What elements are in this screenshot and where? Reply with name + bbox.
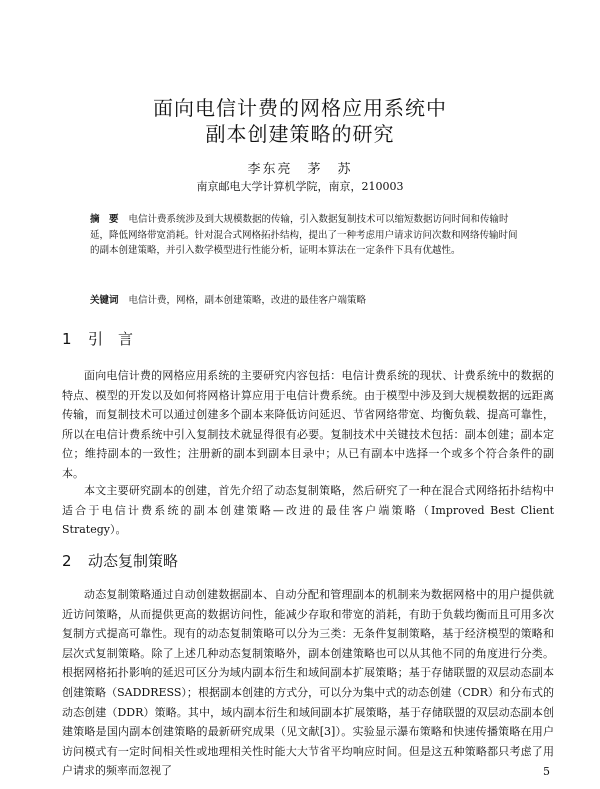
section-heading-1	[62, 328, 133, 349]
affiliation: 南京邮电大学计算机学院，南京，210003	[196, 180, 404, 193]
page-number: 5	[543, 765, 550, 778]
section-number: 2	[62, 552, 72, 570]
section-heading-2	[62, 550, 178, 571]
keywords	[90, 294, 520, 308]
abstract-label: 摘 要	[90, 214, 119, 225]
section-number: 1	[62, 330, 72, 348]
paragraph: 本文主要研究副本的创建，首先介绍了动态复制策略，然后研究了一种在混合式网络拓扑结构中适合于电信计费系统的副本创建策略—改进的最佳客户端策略（Improved Best Client Strategy）。	[62, 484, 554, 537]
authors: 李东亮 茅 苏	[247, 162, 353, 177]
keywords-label: 关键词	[90, 295, 119, 306]
paper-title-line-2: 副本创建策略的研究	[205, 122, 395, 146]
section-title: 引 言	[88, 330, 134, 348]
abstract	[90, 212, 520, 259]
paragraph: 面向电信计费的网格应用系统的主要研究内容包括：电信计费系统的现状、计费系统中的数据的特点、模型的开发以及如何将网格计算应用于电信计费系统。由于模型中涉及到大规模数据的远距离传输，而复制技术可以通过创建多个副本来降低访问延迟、节省网络带宽、均衡负载、提高可靠性，所以在电信计费系统中引入复制技术就显得很有必要。复制技术中关键技术包括：副本创建；副本定位；维持副本的一致性；注册新的副本到副本目录中；从已有副本中选择一个或多个符合条件的副本。	[62, 369, 554, 480]
keywords-text: 电信计费，网格，副本创建策略，改进的最佳客户端策略	[128, 295, 367, 306]
section-title: 动态复制策略	[88, 552, 179, 570]
paper-title-line-1: 面向电信计费的网格应用系统中	[153, 96, 447, 120]
paragraph: 动态复制策略通过自动创建数据副本、自动分配和管理副本的机制来为数据网格中的用户提供就近访问策略，从而提供更高的数据访问性，能减少存取和带宽的消耗，有助于负载均衡而且可用多次复制方式提高可靠性。现有的动态复制策略可以分为三类：无条件复制策略，基于经济模型的策略和层次式复制策略。除了上述几种动态复制策略外，副本创建策略也可以从其他不同的角度进行分类。根据网格拓扑影响的延迟可区分为域内副本衍生和域间副本扩展策略；基于存储联盟的双层动态副本创建策略（SADDRESS）；根据副本创建的方式分，可以分为集中式的动态创建（CDR）和分布式的动态创建（DDR）策略。其中，域内副本衍生和域间副本扩展策略，基于存储联盟的双层动态副本创建策略是国内副本创建策略的最新研究成果（见文献[3]）。实验显示瀑布策略和快速传播策略在用户访问模式有一定时间相关性或地理相关性时能大大节省平均响应时间。但是这五种策略都只考虑了用户请求的频率而忽视了	[62, 588, 554, 778]
abstract-text: 电信计费系统涉及到大规模数据的传输，引入数据复制技术可以缩短数据访问时间和传输时延，降低网络带宽消耗。针对混合式网格拓扑结构，提出了一种考虑用户请求访问次数和网络传输时间的副本创建策略，并引入数学模型进行性能分析，证明本算法在一定条件下具有优越性。	[90, 214, 518, 256]
